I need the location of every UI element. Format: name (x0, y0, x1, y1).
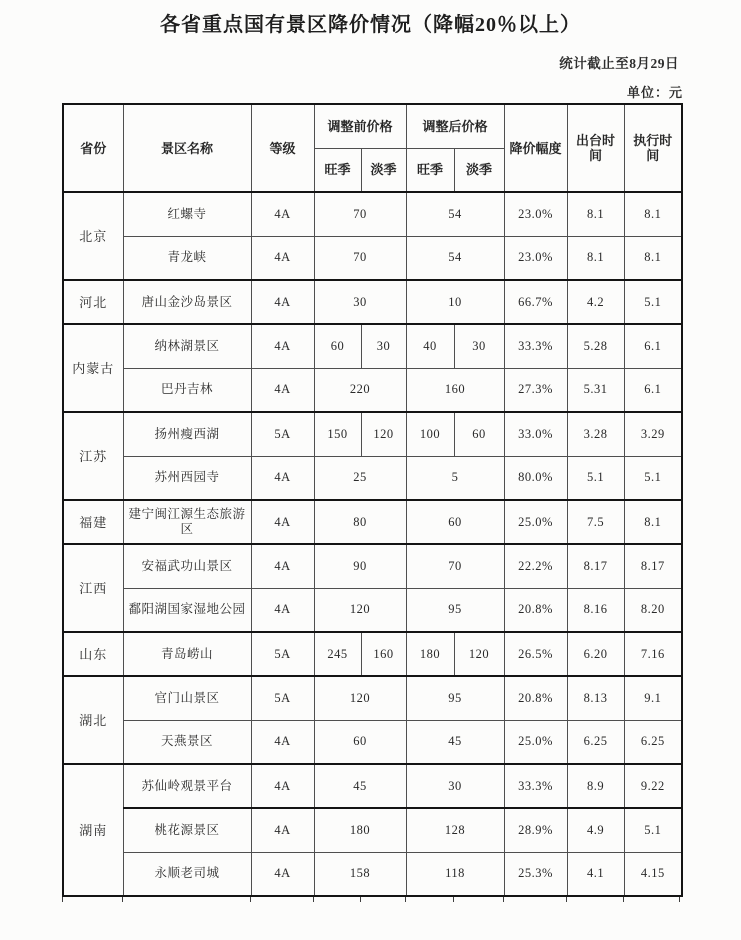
province-cell: 湖北 (63, 676, 123, 764)
price-after-cell: 95 (406, 676, 504, 720)
table-row (63, 764, 682, 808)
grade-cell: 4A (251, 192, 314, 236)
execute-date-cell: 6.1 (624, 324, 682, 368)
price-before-cell: 120 (314, 588, 406, 632)
price-after-off-cell: 60 (454, 412, 504, 456)
province-cell: 北京 (63, 192, 123, 280)
announce-date-cell: 5.31 (567, 368, 624, 412)
col-header-announce-time: 出台时间 (567, 104, 624, 192)
announce-date-cell: 7.5 (567, 500, 624, 544)
grade-cell: 4A (251, 544, 314, 588)
announce-date-cell: 8.17 (567, 544, 624, 588)
grade-cell: 4A (251, 456, 314, 500)
price-before-peak-cell: 245 (314, 632, 361, 676)
table-row (63, 368, 682, 412)
scenic-area-cell: 扬州瘦西湖 (123, 412, 251, 456)
page-title: 各省重点国有景区降价情况（降幅20％以上） (160, 14, 581, 36)
table-cutoff-stub (250, 897, 251, 902)
province-cell: 河北 (63, 280, 123, 324)
price-after-cell: 118 (406, 852, 504, 896)
table-row (63, 588, 682, 632)
table-body (63, 192, 682, 896)
price-after-cell: 54 (406, 192, 504, 236)
announce-date-cell: 3.28 (567, 412, 624, 456)
price-after-peak-cell: 100 (406, 412, 454, 456)
table-row (63, 852, 682, 896)
province-cell: 江苏 (63, 412, 123, 500)
execute-date-cell: 6.25 (624, 720, 682, 764)
col-header-price-before: 调整前价格 (314, 104, 406, 148)
grade-cell: 4A (251, 852, 314, 896)
grade-cell: 4A (251, 236, 314, 280)
scenic-area-cell: 青岛崂山 (123, 632, 251, 676)
announce-date-cell: 6.20 (567, 632, 624, 676)
execute-date-cell: 8.1 (624, 236, 682, 280)
table-cutoff-stub (679, 897, 680, 902)
reduction-cell: 23.0% (504, 192, 567, 236)
execute-date-cell: 4.15 (624, 852, 682, 896)
scenic-area-cell: 纳林湖景区 (123, 324, 251, 368)
table-row (63, 192, 682, 236)
scenic-area-cell: 红螺寺 (123, 192, 251, 236)
scenic-area-cell: 青龙峡 (123, 236, 251, 280)
header-row-top (63, 104, 682, 148)
price-before-cell: 70 (314, 236, 406, 280)
price-after-cell: 95 (406, 588, 504, 632)
unit-label: 单位：元 (626, 85, 683, 100)
announce-date-cell: 8.13 (567, 676, 624, 720)
price-after-peak-cell: 40 (406, 324, 454, 368)
scenic-area-cell: 巴丹吉林 (123, 368, 251, 412)
col-header-after-peak: 旺季 (406, 148, 454, 192)
price-after-cell: 60 (406, 500, 504, 544)
price-after-cell: 54 (406, 236, 504, 280)
grade-cell: 5A (251, 632, 314, 676)
col-header-price-after: 调整后价格 (406, 104, 504, 148)
reduction-cell: 26.5% (504, 632, 567, 676)
announce-date-cell: 5.1 (567, 456, 624, 500)
reduction-cell: 20.8% (504, 588, 567, 632)
price-after-off-cell: 120 (454, 632, 504, 676)
reduction-cell: 23.0% (504, 236, 567, 280)
price-before-cell: 220 (314, 368, 406, 412)
table-row (63, 236, 682, 280)
execute-date-cell: 5.1 (624, 456, 682, 500)
col-header-execute-time: 执行时间 (624, 104, 682, 192)
province-cell: 湖南 (63, 764, 123, 896)
grade-cell: 5A (251, 676, 314, 720)
price-before-off-cell: 120 (361, 412, 406, 456)
announce-date-cell: 6.25 (567, 720, 624, 764)
table-cutoff-stub (360, 897, 361, 902)
price-after-cell: 160 (406, 368, 504, 412)
announce-date-cell: 4.9 (567, 808, 624, 852)
table-cutoff-stub (405, 897, 406, 902)
price-before-cell: 60 (314, 720, 406, 764)
announce-date-cell: 4.2 (567, 280, 624, 324)
execute-date-cell: 5.1 (624, 808, 682, 852)
table-cutoff-stub (453, 897, 454, 902)
announce-date-cell: 4.1 (567, 852, 624, 896)
announce-date-cell: 8.9 (567, 764, 624, 808)
scenic-area-cell: 桃花源景区 (123, 808, 251, 852)
announce-date-cell: 8.1 (567, 192, 624, 236)
price-reduction-table (62, 103, 683, 897)
col-header-before-off: 淡季 (361, 148, 406, 192)
table-row (63, 280, 682, 324)
price-before-cell: 45 (314, 764, 406, 808)
province-cell: 江西 (63, 544, 123, 632)
col-header-grade: 等级 (251, 104, 314, 192)
table-cutoff-stub (623, 897, 624, 902)
announce-date-cell: 5.28 (567, 324, 624, 368)
announce-date-cell: 8.1 (567, 236, 624, 280)
grade-cell: 4A (251, 280, 314, 324)
reduction-cell: 33.0% (504, 412, 567, 456)
price-before-cell: 70 (314, 192, 406, 236)
reduction-cell: 27.3% (504, 368, 567, 412)
price-before-cell: 90 (314, 544, 406, 588)
price-after-cell: 10 (406, 280, 504, 324)
reduction-cell: 66.7% (504, 280, 567, 324)
table-row (63, 412, 682, 456)
execute-date-cell: 9.1 (624, 676, 682, 720)
province-cell: 山东 (63, 632, 123, 676)
scenic-area-cell: 苏州西园寺 (123, 456, 251, 500)
table-row (63, 676, 682, 720)
reduction-cell: 25.0% (504, 500, 567, 544)
execute-date-cell: 8.17 (624, 544, 682, 588)
table-row (63, 544, 682, 588)
price-before-cell: 158 (314, 852, 406, 896)
grade-cell: 4A (251, 808, 314, 852)
table-row (63, 720, 682, 764)
table-row (63, 324, 682, 368)
col-header-before-peak: 旺季 (314, 148, 361, 192)
price-after-cell: 30 (406, 764, 504, 808)
table-row (63, 500, 682, 544)
col-header-province: 省份 (63, 104, 123, 192)
table-cutoff-stub (62, 897, 63, 902)
price-before-off-cell: 30 (361, 324, 406, 368)
reduction-cell: 22.2% (504, 544, 567, 588)
execute-date-cell: 8.20 (624, 588, 682, 632)
reduction-cell: 25.0% (504, 720, 567, 764)
table-cutoff-stubs (62, 897, 681, 905)
reduction-cell: 80.0% (504, 456, 567, 500)
price-before-cell: 30 (314, 280, 406, 324)
execute-date-cell: 8.1 (624, 500, 682, 544)
execute-date-cell: 6.1 (624, 368, 682, 412)
scenic-area-cell: 建宁闽江源生态旅游区 (123, 500, 251, 544)
execute-date-cell: 5.1 (624, 280, 682, 324)
scenic-area-cell: 官门山景区 (123, 676, 251, 720)
price-after-cell: 5 (406, 456, 504, 500)
execute-date-cell: 8.1 (624, 192, 682, 236)
table-cutoff-stub (122, 897, 123, 902)
price-before-peak-cell: 60 (314, 324, 361, 368)
province-cell: 内蒙古 (63, 324, 123, 412)
grade-cell: 4A (251, 368, 314, 412)
table-cutoff-stub (566, 897, 567, 902)
grade-cell: 4A (251, 500, 314, 544)
price-before-cell: 180 (314, 808, 406, 852)
scenic-area-cell: 鄱阳湖国家湿地公园 (123, 588, 251, 632)
execute-date-cell: 9.22 (624, 764, 682, 808)
table-header (63, 104, 682, 192)
execute-date-cell: 7.16 (624, 632, 682, 676)
province-cell: 福建 (63, 500, 123, 544)
stats-cutoff-note: 统计截止至8月29日 (559, 56, 679, 71)
execute-date-cell: 3.29 (624, 412, 682, 456)
price-after-off-cell: 30 (454, 324, 504, 368)
table-row (63, 808, 682, 852)
reduction-cell: 28.9% (504, 808, 567, 852)
scenic-area-cell: 唐山金沙岛景区 (123, 280, 251, 324)
grade-cell: 4A (251, 720, 314, 764)
price-before-cell: 120 (314, 676, 406, 720)
reduction-cell: 33.3% (504, 324, 567, 368)
grade-cell: 4A (251, 588, 314, 632)
price-before-cell: 80 (314, 500, 406, 544)
table-row (63, 632, 682, 676)
price-after-cell: 70 (406, 544, 504, 588)
scenic-area-cell: 天燕景区 (123, 720, 251, 764)
reduction-cell: 25.3% (504, 852, 567, 896)
price-before-peak-cell: 150 (314, 412, 361, 456)
col-header-reduction: 降价幅度 (504, 104, 567, 192)
price-after-cell: 128 (406, 808, 504, 852)
table-cutoff-stub (313, 897, 314, 902)
price-after-cell: 45 (406, 720, 504, 764)
table-cutoff-stub (503, 897, 504, 902)
table-row (63, 456, 682, 500)
col-header-scenic-area: 景区名称 (123, 104, 251, 192)
announce-date-cell: 8.16 (567, 588, 624, 632)
reduction-cell: 33.3% (504, 764, 567, 808)
grade-cell: 5A (251, 412, 314, 456)
reduction-cell: 20.8% (504, 676, 567, 720)
scenic-area-cell: 安福武功山景区 (123, 544, 251, 588)
scenic-area-cell: 永顺老司城 (123, 852, 251, 896)
grade-cell: 4A (251, 764, 314, 808)
grade-cell: 4A (251, 324, 314, 368)
price-before-cell: 25 (314, 456, 406, 500)
table-container (62, 103, 685, 905)
col-header-after-off: 淡季 (454, 148, 504, 192)
scenic-area-cell: 苏仙岭观景平台 (123, 764, 251, 808)
price-after-peak-cell: 180 (406, 632, 454, 676)
price-before-off-cell: 160 (361, 632, 406, 676)
